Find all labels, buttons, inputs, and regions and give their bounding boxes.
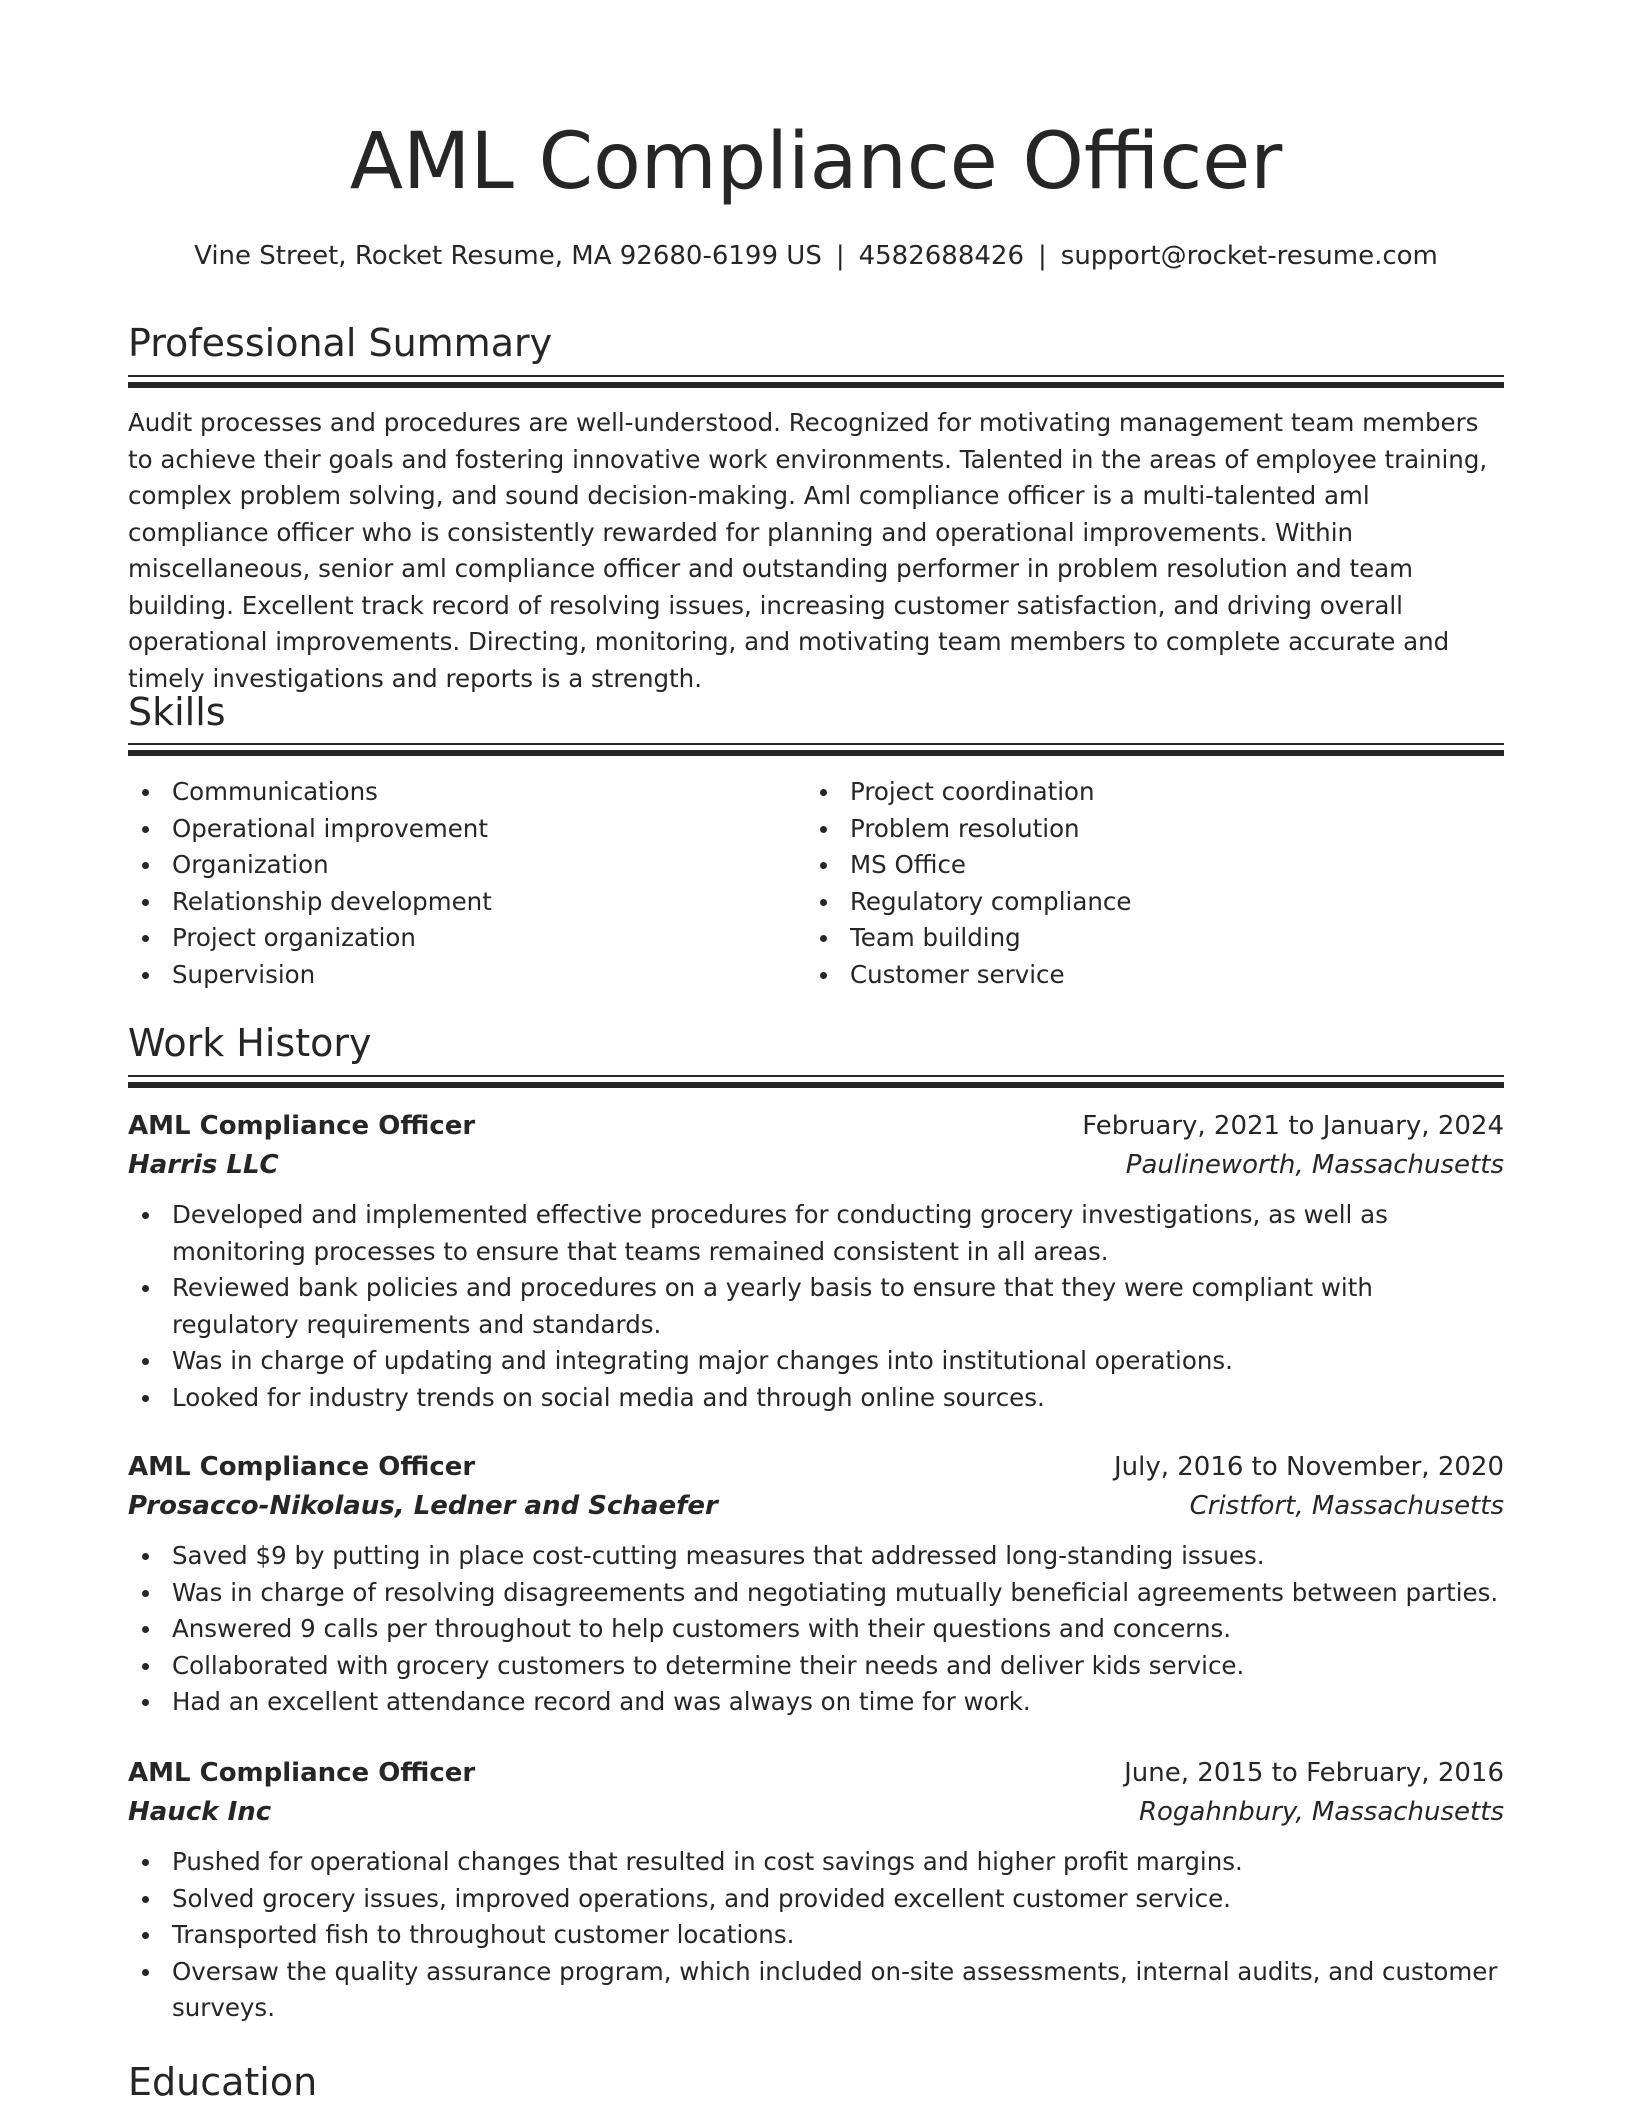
contact-separator: | [1038,241,1047,271]
job-bullet: Had an excellent attendance record and was always on time for work. [128,1684,1504,1721]
job-bullet: Oversaw the quality assurance program, which included on-site assessments, internal audits, and customer surveys. [128,1954,1504,2027]
section-title-summary: Professional Summary [128,321,553,365]
skills-list-left [128,774,798,993]
job-company: Hauck Inc [128,1797,272,1827]
section-title-skills: Skills [128,690,226,734]
job-bullet: Was in charge of resolving disagreements and negotiating mutually beneficial agreements between parties. [128,1575,1504,1612]
job-location: Rogahnbury, Massachusetts [1138,1797,1504,1827]
job-dates: July, 2016 to November, 2020 [1113,1452,1504,1482]
skill-item: Regulatory compliance [806,884,1504,921]
job-bullet: Was in charge of updating and integrating major changes into institutional operations. [128,1343,1504,1380]
section-title-education: Education [128,2060,318,2104]
section-title-work-history: Work History [128,1021,372,1065]
contact-separator: | [835,241,845,271]
email: support@rocket-resume.com [1060,241,1438,271]
section-divider [128,743,1504,756]
job-bullet: Saved $9 by putting in place cost-cutting measures that addressed long-standing issues. [128,1538,1504,1575]
job-title: AML Compliance Officer [128,1452,476,1482]
job-bullet: Solved grocery issues, improved operations, and provided excellent customer service. [128,1881,1504,1918]
skill-item: Team building [806,920,1504,957]
job-bullet: Answered 9 calls per throughout to help customers with their questions and concerns. [128,1611,1504,1648]
skill-item: Operational improvement [128,811,798,848]
job-bullet: Looked for industry trends on social media and through online sources. [128,1380,1504,1417]
job-bullets [128,1197,1504,1416]
job-bullet: Developed and implemented effective procedures for conducting grocery investigations, as well as monitoring processes to ensure that teams remained consistent in all areas. [128,1197,1504,1270]
job-bullet: Transported fish to throughout customer locations. [128,1917,1504,1954]
job-location: Paulineworth, Massachusetts [1125,1150,1504,1180]
skill-item: Project coordination [806,774,1504,811]
job-title: AML Compliance Officer [128,1758,476,1788]
job-title: AML Compliance Officer [128,1111,476,1141]
job-company: Harris LLC [128,1150,279,1180]
job-dates: February, 2021 to January, 2024 [1082,1111,1504,1141]
skill-item: Communications [128,774,798,811]
job-entry [128,1107,1504,1416]
job-bullets [128,1844,1504,2027]
candidate-name: AML Compliance Officer [349,117,1283,207]
section-divider [128,1075,1504,1088]
skill-item: Customer service [806,957,1504,994]
job-company: Prosacco-Nikolaus, Ledner and Schaefer [128,1491,718,1521]
job-location: Cristfort, Massachusetts [1189,1491,1504,1521]
section-divider [128,375,1504,388]
job-entry [128,1448,1504,1721]
job-dates: June, 2015 to February, 2016 [1124,1758,1504,1788]
skill-item: Supervision [128,957,798,994]
job-entry [128,1754,1504,2027]
skills-list-right [806,774,1504,993]
skill-item: MS Office [806,847,1504,884]
contact-line [128,236,1504,276]
address: Vine Street, Rocket Resume, MA 92680-6199 US [194,241,822,271]
skill-item: Project organization [128,920,798,957]
job-bullet: Collaborated with grocery customers to determine their needs and deliver kids service. [128,1648,1504,1685]
job-bullet: Reviewed bank policies and procedures on a yearly basis to ensure that they were compliant with regulatory requirements and standards. [128,1270,1504,1343]
phone: 4582688426 [858,241,1025,271]
summary-text: Audit processes and procedures are well-understood. Recognized for motivating management team members to achieve their goals and fostering innovative work environments. Talented in the areas of employee training, complex problem solving, and sound decision-making. Aml compliance officer is a multi-talented aml compliance officer who is consistently rewarded for planning and operational improvements. Within miscellaneous, senior aml compliance officer and outstanding performer in problem resolution and team building. Excellent track record of resolving issues, increasing customer satisfaction, and driving overall operational improvements. Directing, monitoring, and motivating team members to complete accurate and timely investigations and reports is a strength. [128,408,1488,693]
skill-item: Organization [128,847,798,884]
job-bullets [128,1538,1504,1721]
skill-item: Relationship development [128,884,798,921]
skill-item: Problem resolution [806,811,1504,848]
job-bullet: Pushed for operational changes that resulted in cost savings and higher profit margins. [128,1844,1504,1881]
